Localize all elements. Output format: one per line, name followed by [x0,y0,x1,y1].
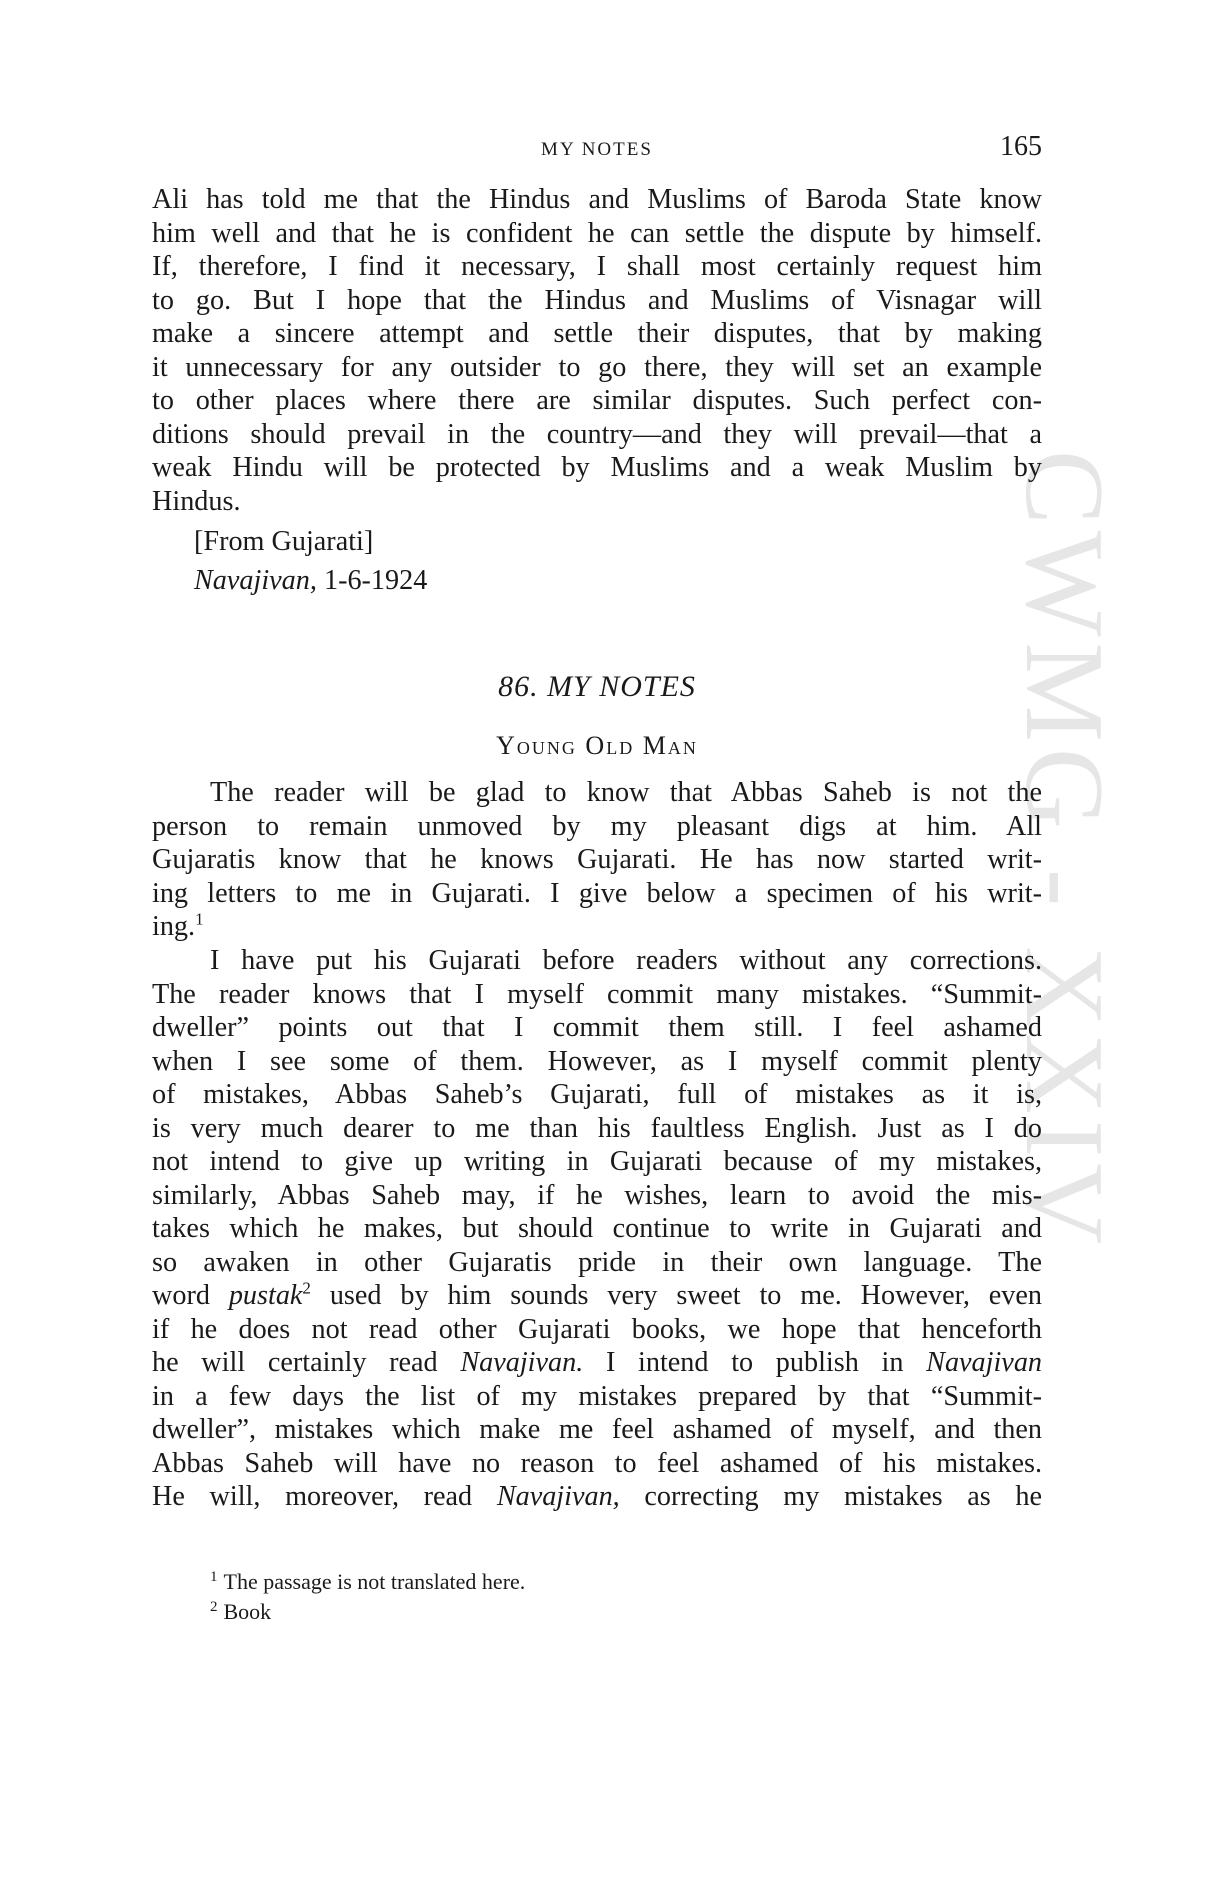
text-line: not intend to give up writing in Gujarati because of my mistakes, [152,1146,1042,1177]
italic-publication: Navajivan [926,1347,1043,1378]
section-subheading: Young Old Man [496,731,698,760]
footnote-text: The passage is not translated here. [223,1569,526,1594]
text-line: when I see some of them. However, as I myself commit plenty [152,1045,1042,1077]
text-line [152,1480,1042,1514]
text-line: Gujaratis know that he knows Gujarati. He has now started writ- [152,844,1042,875]
text-line: him well and that he is confident he can settle the dispute by himself. [152,217,1042,249]
text-line: so awaken in other Gujaratis pride in their own language. The [152,1246,1042,1278]
text-line: similarly, Abbas Saheb may, if he wishes, learn to avoid the mis- [152,1179,1042,1211]
text-line [152,910,1042,944]
text-line: it unnecessary for any outsider to go there, they will set an example [152,351,1042,383]
text-line: Ali has told me that the Hindus and Muslims of Baroda State know [152,184,1042,215]
italic-publication: Navajivan, [496,1481,620,1512]
footnote-2 [210,1597,910,1627]
text-fragment: I intend to publish in [583,1347,927,1378]
watermark: CWMG - XXIV [1002,450,1126,1251]
text-line: is very much dearer to me than his faultless English. Just as I do [152,1112,1042,1144]
text-line: if he does not read other Gujarati books, we hope that henceforth [152,1313,1042,1345]
text-line: make a sincere attempt and settle their disputes, that by making [152,318,1042,349]
text-line: person to remain unmoved by my pleasant digs at him. All [152,810,1042,842]
page-number: 165 [1000,131,1042,162]
text-line: The reader knows that I myself commit many mistakes. “Summit- [152,978,1042,1010]
footnote-number: 1 [210,1568,218,1585]
text-fragment: ing. [152,911,196,942]
text-line: of mistakes, Abbas Saheb’s Gujarati, full of mistakes as it is, [152,1079,1042,1110]
article-title: 86. MY NOTES [498,670,696,703]
text-line: to go. But I hope that the Hindus and Muslims of Visnagar will [152,284,1042,316]
italic-term: pustak [228,1280,303,1311]
footnotes [210,1567,910,1627]
text-line [152,1346,1042,1380]
citation-publication: Navajivan, [194,565,317,596]
text-line: weak Hindu will be protected by Muslims and a weak Muslim by [152,452,1042,483]
text-line [152,1279,1042,1313]
text-fragment: he will certainly read [152,1347,461,1378]
paragraph-2 [152,944,1042,1514]
footnote-1 [210,1567,910,1597]
text-line: The reader will be glad to know that Abbas Saheb is not the [210,777,1042,808]
text-line: in a few days the list of my mistakes prepared by that “Summit- [152,1380,1042,1412]
footnote-number: 2 [210,1598,218,1615]
text-line: I have put his Gujarati before readers without any corrections. [210,945,1042,976]
text-line: dweller” points out that I commit them still. I feel ashamed [152,1012,1042,1043]
text-line: If, therefore, I find it necessary, I shall most certainly request him [152,251,1042,282]
continuation-paragraph [152,183,1042,518]
text-line: ditions should prevail in the country—and they will prevail—that a [152,418,1042,450]
text-fragment: He will, moreover, read [152,1481,497,1512]
text-line: takes which he makes, but should continue to write in Gujarati and [152,1213,1042,1244]
italic-publication: Navajivan. [460,1347,584,1378]
text-fragment: word [152,1280,229,1311]
footnote-text: Book [223,1599,272,1624]
footnote-marker: 2 [302,1278,311,1298]
citation-date: 1-6-1924 [323,565,428,596]
footnote-marker: 1 [195,909,204,929]
text-line: Hindus. [152,485,241,517]
text-line: dweller”, mistakes which make me feel ashamed of myself, and then [152,1414,1042,1445]
text-line: Abbas Saheb will have no reason to feel ashamed of his mistakes. [152,1447,1042,1479]
text-fragment: used by him sounds very sweet to me. However, even [310,1280,1042,1311]
text-line: ing letters to me in Gujarati. I give below a specimen of his writ- [152,877,1042,909]
text-line: to other places where there are similar disputes. Such perfect con- [152,385,1042,416]
running-head [152,131,1042,165]
citation [152,564,1084,598]
text-fragment: correcting my mistakes as he [619,1481,1043,1512]
paragraph-1 [152,776,1042,944]
source-note: [From Gujarati] [194,526,374,557]
running-title: MY NOTES [541,139,653,160]
